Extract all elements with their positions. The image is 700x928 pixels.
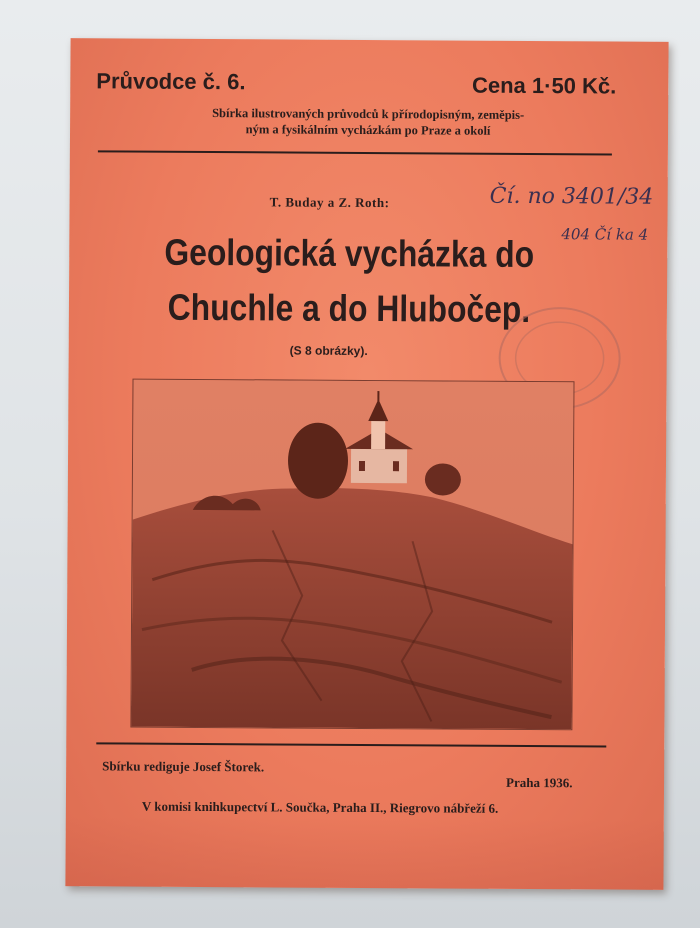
photo-illustration	[131, 380, 573, 730]
title-line-1: Geologická vycházka do	[164, 231, 535, 276]
header-rule	[98, 150, 612, 155]
publisher-commission: V komisi knihkupectví L. Součka, Praha II., Riegrovo nábřeží 6.	[141, 798, 499, 816]
handwriting-line-1: Čí. no 3401/34	[489, 183, 654, 210]
series-description-line-1: Sbírka ilustrovaných průvodců k přírodopisným, zeměpis-	[212, 106, 525, 122]
cover-photo-hill-with-chapel	[130, 379, 574, 731]
footer-rule	[96, 742, 606, 747]
place-and-year: Praha 1936.	[506, 774, 573, 791]
price-label: Cena 1·50 Kč.	[471, 72, 617, 99]
title-line-2: Chuchle a do Hlubočep.	[167, 286, 531, 330]
booklet-cover	[65, 38, 668, 890]
series-description-line-2: ným a fysikálním vycházkám po Praze a okolí	[245, 122, 491, 138]
series-description	[98, 104, 638, 139]
editor-credit: Sbírku rediguje Josef Štorek.	[102, 758, 265, 775]
handwriting-line-2: 404 Čí ka 4	[561, 225, 649, 244]
subtitle: (S 8 obrázky).	[289, 343, 368, 359]
authors: T. Buday a Z. Roth:	[269, 194, 390, 211]
series-number: Průvodce č. 6.	[96, 68, 246, 95]
